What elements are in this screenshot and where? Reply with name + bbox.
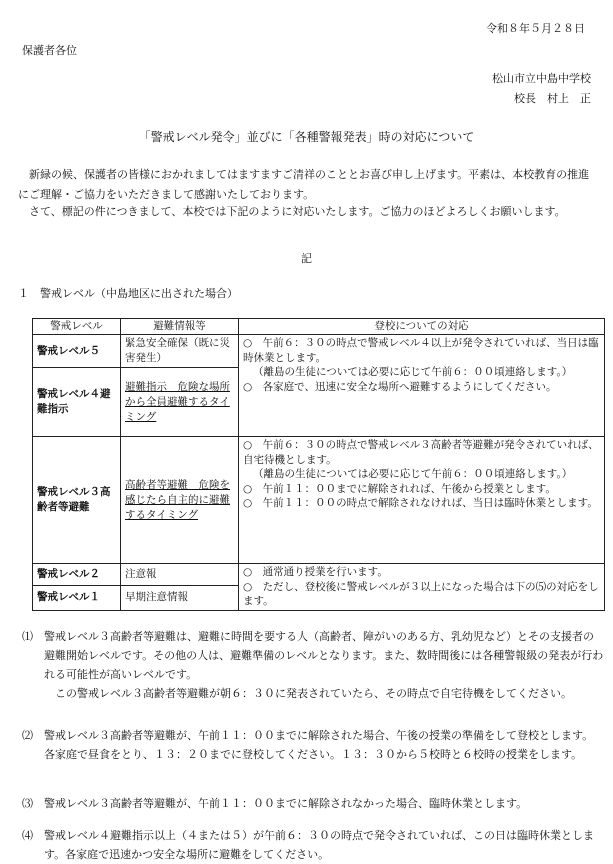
note-3-number: ⑶ [22,797,33,810]
document-title: 「警戒レベル発令」並びに「各種警報発表」時の対応について [138,130,475,144]
level-3-info-text: 高齢者等避難 危険を感じたら自主的に避難するタイミング [125,478,230,521]
level-3-info [121,437,239,564]
response-l12-line: ○ ただし、登校後に警戒レベルが３以上になった場合は下の⑸の対応をします。 [243,580,599,607]
header-info: 避難情報等 [121,319,239,335]
intro-greeting: 新緑の候、保護者の皆様におかれましてはますますご清祥のこととお喜び申し上げます。平素は、本校教育の推進にご理解・ご協力をいただきまして感謝いたしております。 [18,168,590,201]
response-l3-line: （離島の生徒については必要に応じて午前６：００頃連絡します。） [253,468,573,480]
level-5-cell [33,335,121,368]
response-l45-line: ○ 各家庭で、迅速に安全な場所へ避難するようにしてください。 [243,380,557,393]
note-2-number: ⑵ [22,729,33,742]
response-level-4-5 [239,335,605,437]
table-row [33,564,605,586]
principal-name: 校長 村上 正 [514,92,591,105]
response-l45-line: （離島の生徒については必要に応じて午前６：００頃連絡します。） [253,366,573,378]
response-l45-line: ○ 午前６：３０の時点で警戒レベル４以上が発令されていれば、当日は臨時休業とします。 [243,337,599,364]
level-1-info-text: 早期注意情報 [125,591,188,604]
header-response: 登校についての対応 [239,319,605,335]
note-2-text: 警戒レベル３高齢者等避難が、午前１１：００までに解除された場合、午後の授業の準備をして登校とします。各家庭で昼食をとり、１３：２０までに登校してください。１３：３０から５校時と６校時の授業をします。 [44,729,594,761]
note-4-number: ⑷ [22,829,33,842]
response-l3-line: ○ 午前６：３０の時点で警戒レベル３高齢者等避難が発令されていれば、自宅待機とします。 [243,439,599,466]
level-2-info-text: 注意報 [125,567,157,580]
response-l3-line: ○ 午前１１：００の時点で解除されなければ、当日は臨時休業とします。 [243,497,598,509]
response-level-1-2 [239,564,605,611]
level-3-label: 警戒レベル３高齢者等避難 [37,486,111,513]
level-1-info [121,585,239,610]
ki-heading: 記 [301,252,312,265]
table-header-row [33,319,605,335]
note-1 [22,627,604,703]
level-2-label: 警戒レベル２ [37,567,100,580]
level-4-info [121,368,239,437]
school-name: 松山市立中島中学校 [492,72,591,85]
note-1-subtext: この警戒レベル３高齢者等避難が朝６：３０に発表されていたら、その時点で自宅待機をしてください。 [55,687,572,700]
document-date: 令和８年５月２８日 [486,22,585,35]
addressee: 保護者各位 [22,44,77,57]
note-1-text: 警戒レベル３高齢者等避難は、避難に時間を要する人（高齢者、障がいのある方、乳幼児など）とその支援者の避難開始レベルです。その他の人は、避難準備のレベルとなります。また、数時間後には各種警報級の発表が行われる可能性が高いレベルです。 [44,630,604,681]
level-4-label: 警戒レベル４避難指示 [37,388,111,415]
response-l3-line: ○ 午前１１：００までに解除されれば、午後から授業とします。 [243,482,556,495]
note-4-text: 警戒レベル４避難指示以上（４または５）が午前６：３０の時点で発令されていれば、この日は臨時休業とします。各家庭で迅速かつ安全な場所に避難をしてください。 [44,829,594,861]
table-row [33,335,605,368]
level-1-label: 警戒レベル１ [37,591,100,604]
note-2 [22,726,604,764]
level-2-cell [33,564,121,586]
response-l12-line: ○ 通常通り授業を行います。 [243,566,388,578]
level-4-info-text: 避難指示 危険な場所から全員避難するタイミング [125,380,230,423]
level-2-info [121,564,239,586]
level-5-info [121,335,239,368]
level-4-cell [33,368,121,437]
note-4 [22,826,604,864]
table-row [33,437,605,564]
response-level-3 [239,437,605,564]
section-1-heading: １ 警戒レベル（中島地区に出された場合） [18,287,238,300]
note-3 [22,794,604,813]
note-3-text: 警戒レベル３高齢者等避難が、午前１１：００までに解除されなかった場合、臨時休業とします。 [44,797,528,810]
intro-request: さて、標記の件につきまして、本校では下記のように対応いたします。ご協力のほどよろしくお願いします。 [29,205,566,218]
level-1-cell [33,585,121,610]
warning-level-table [32,318,605,611]
level-3-cell [33,437,121,564]
header-level: 警戒レベル [33,319,121,335]
level-5-label: 警戒レベル５ [37,344,100,357]
note-1-number: ⑴ [22,630,33,643]
level-5-info-text: 緊急安全確保（既に災害発生） [125,337,230,364]
